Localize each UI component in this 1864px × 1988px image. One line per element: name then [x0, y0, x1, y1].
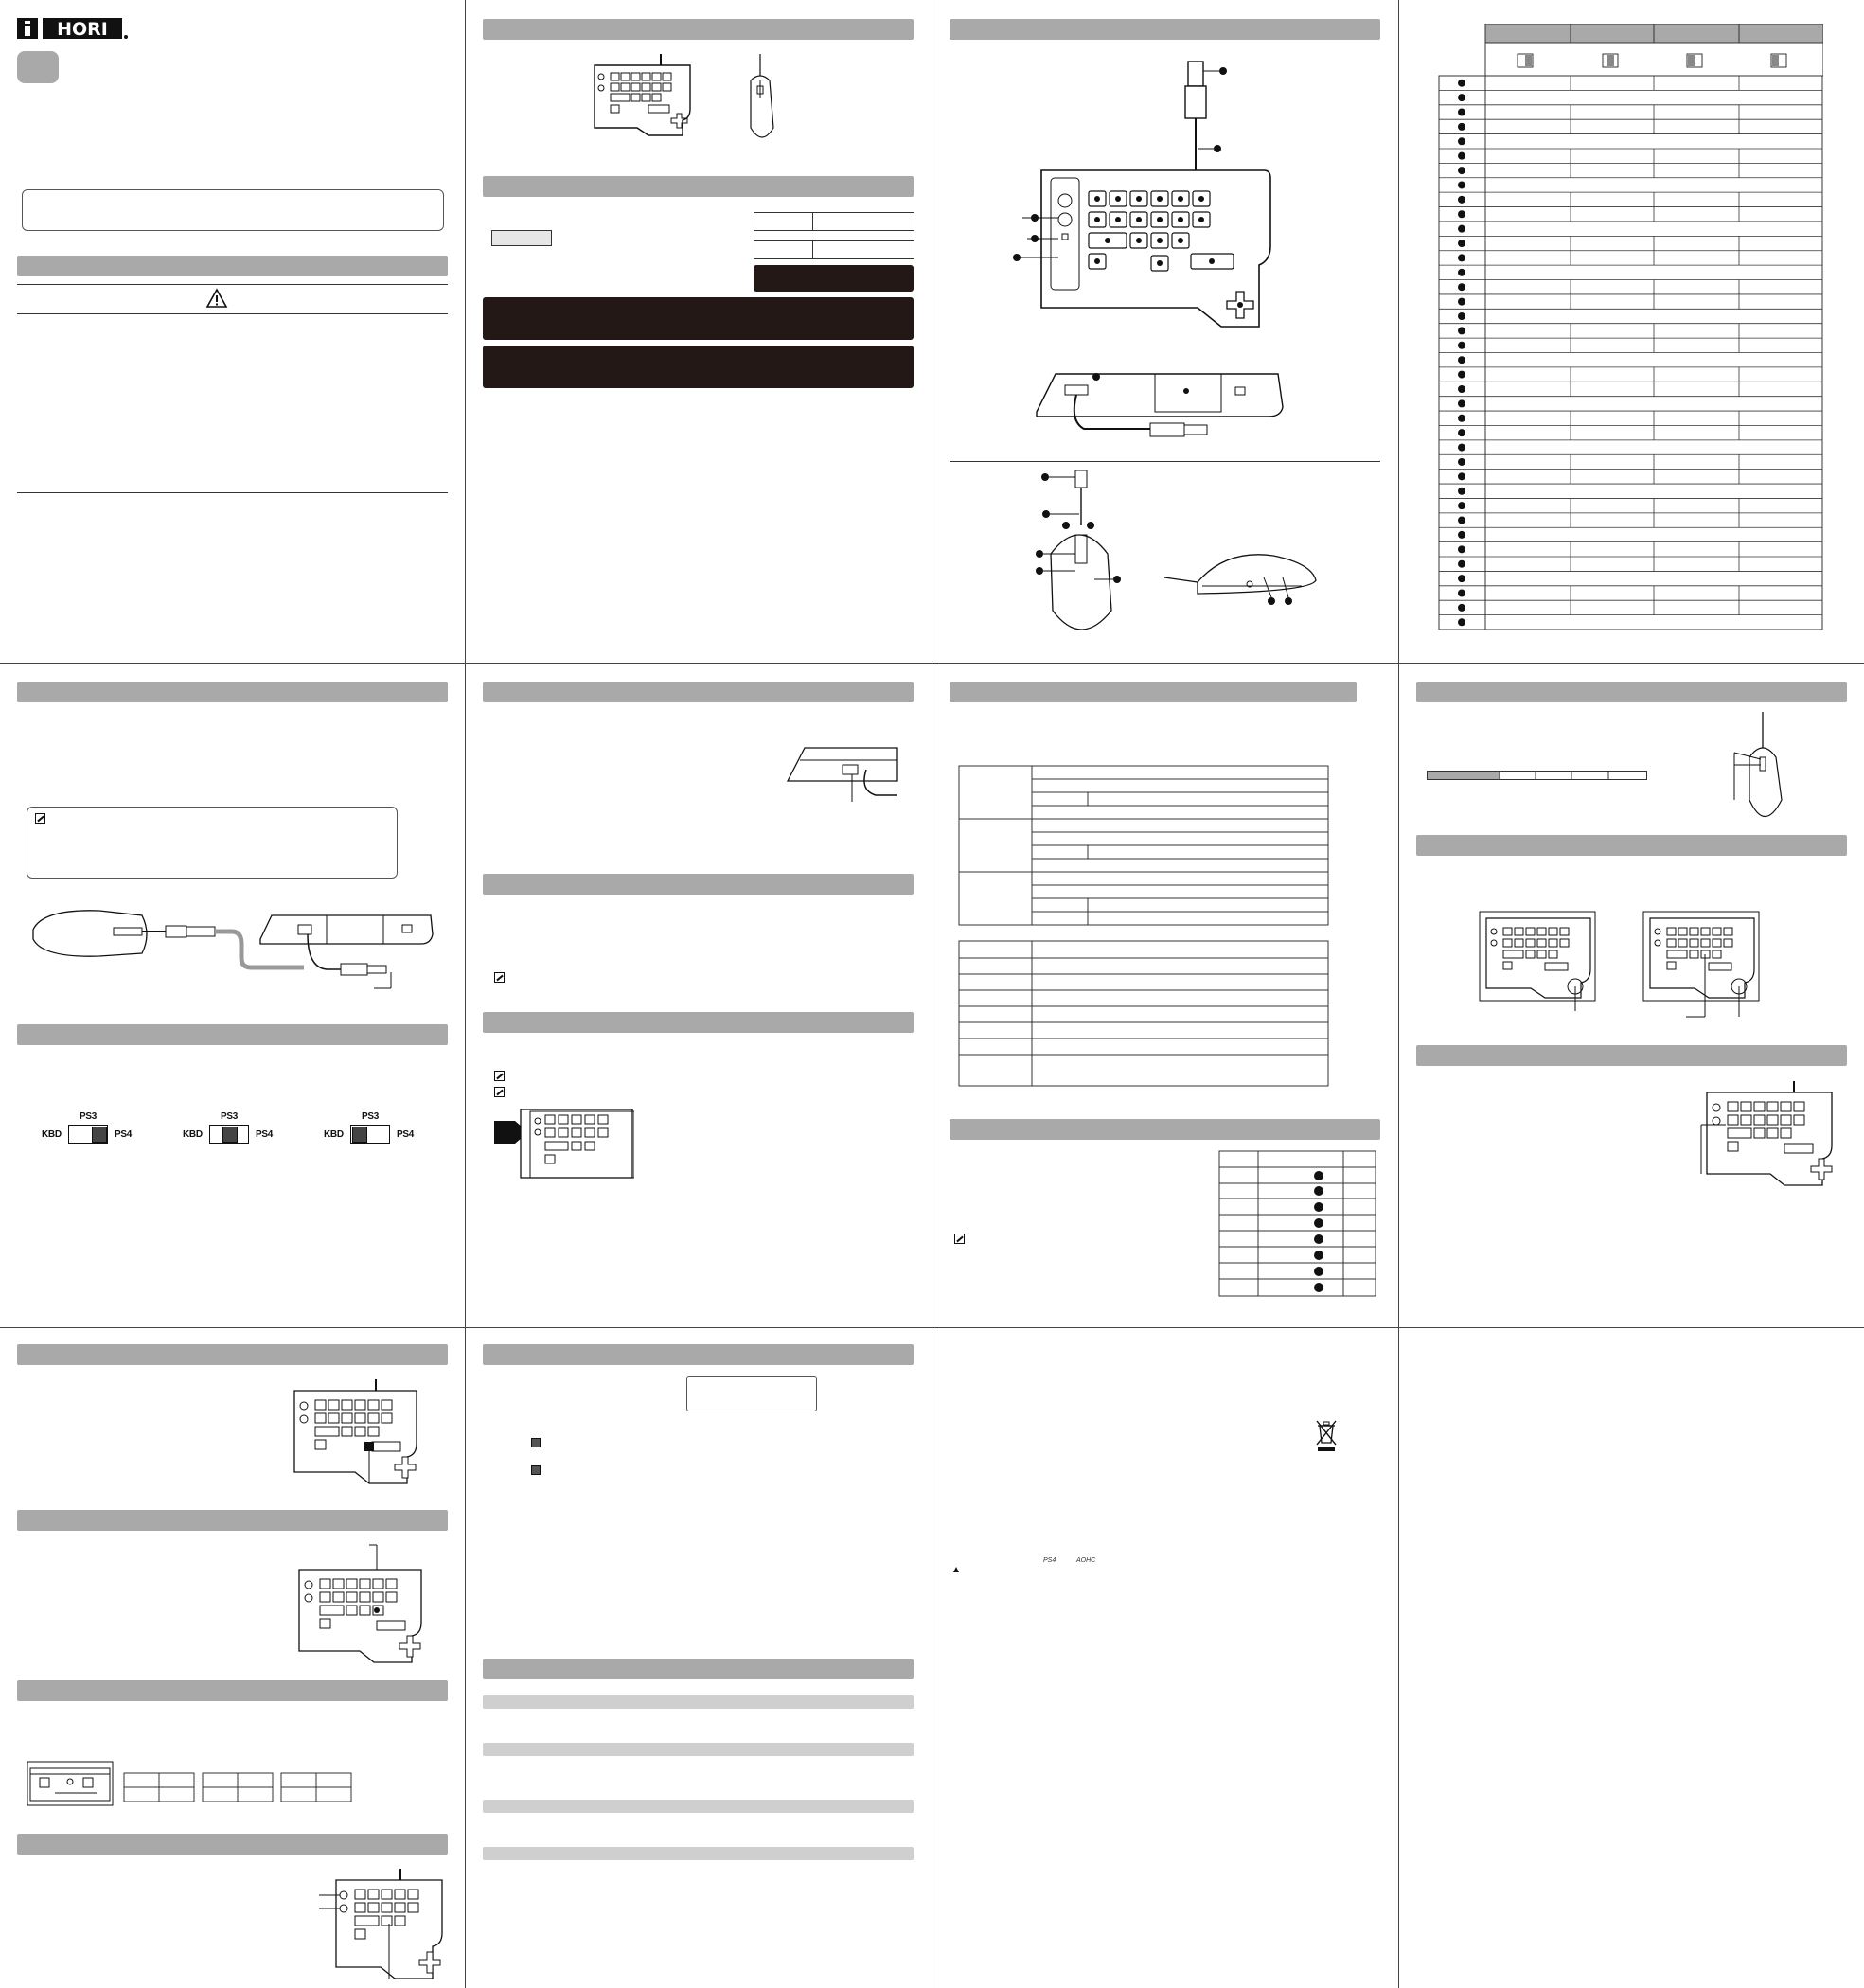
keypad-diagram-a — [1479, 911, 1597, 1013]
language-badge — [17, 51, 59, 83]
note-icon — [494, 1087, 505, 1097]
section-header — [17, 682, 448, 702]
mouse-top-diagram — [1032, 469, 1145, 639]
switch-label-ps3: PS3 — [221, 1111, 239, 1122]
section-header — [483, 1012, 914, 1033]
section-header — [950, 19, 1380, 40]
black-label — [754, 265, 914, 292]
panel-divider — [1398, 0, 1399, 1988]
spec-row — [754, 212, 914, 231]
section-header — [483, 19, 914, 40]
subsection-bar — [483, 1743, 914, 1756]
switch-label-kbd: KBD — [183, 1129, 203, 1140]
cell-divider — [812, 212, 813, 231]
section-header — [17, 1344, 448, 1365]
switch-label-ps4: PS4 — [256, 1129, 274, 1140]
keypad-diagram-d — [289, 1377, 421, 1486]
mouse-illustration — [743, 52, 781, 142]
switch-label-kbd: KBD — [42, 1129, 62, 1140]
section-header — [950, 1119, 1380, 1140]
led-table — [1218, 1150, 1376, 1297]
mouse-side-diagram — [1160, 544, 1321, 611]
weee-bin-icon — [1314, 1418, 1339, 1452]
section-header — [17, 1024, 448, 1045]
section-header — [483, 1659, 914, 1679]
section-header — [1416, 682, 1847, 702]
switch-label-ps3: PS3 — [362, 1111, 380, 1122]
section-header — [483, 1344, 914, 1365]
section-header — [17, 1510, 448, 1531]
mode-switch-ps4 — [324, 1111, 428, 1149]
mouse-dpi-diagram — [1732, 710, 1789, 824]
note-icon — [494, 972, 505, 983]
connection-diagram — [24, 901, 440, 991]
mode-table — [123, 1772, 354, 1802]
button-assignment-table — [1438, 24, 1823, 630]
note-box — [27, 807, 398, 879]
title-box — [686, 1376, 817, 1411]
rear-port-diagram — [786, 743, 899, 805]
keypad-diagram-f — [317, 1867, 445, 1982]
spec-table-2 — [958, 940, 1329, 1087]
hori-logo — [17, 17, 129, 42]
switch-label-ps3: PS3 — [80, 1111, 98, 1122]
switch-track — [68, 1125, 108, 1144]
rule — [950, 461, 1380, 462]
note-icon — [531, 1438, 541, 1447]
rule — [17, 492, 448, 493]
footer-mark-aohc: AOHC — [1076, 1557, 1096, 1564]
notice-box — [22, 189, 444, 231]
label-box — [491, 230, 552, 246]
footer-mark-ps4: PS4 — [1043, 1557, 1056, 1564]
black-notice-banner — [483, 346, 914, 388]
mode-switch-kbd — [42, 1111, 146, 1149]
rule — [17, 284, 448, 285]
spec-table-1 — [958, 765, 1329, 926]
keypad-diagram-e — [293, 1543, 426, 1666]
subsection-bar — [483, 1800, 914, 1813]
section-header — [1416, 835, 1847, 856]
triangle-mark-icon — [953, 1560, 959, 1566]
switch-label-kbd: KBD — [324, 1129, 344, 1140]
panel-divider — [0, 1327, 1864, 1328]
mode-switch-ps3 — [183, 1111, 287, 1149]
switch-label-ps4: PS4 — [397, 1129, 415, 1140]
section-header — [17, 1680, 448, 1701]
switch-track — [209, 1125, 249, 1144]
section-header — [1416, 1045, 1847, 1066]
keypad-rear-diagram — [1027, 364, 1292, 445]
note-icon — [494, 1071, 505, 1081]
section-header — [483, 874, 914, 895]
subsection-bar — [483, 1695, 914, 1709]
note-icon — [954, 1234, 965, 1244]
section-header — [17, 1834, 448, 1855]
switch-label-ps4: PS4 — [115, 1129, 133, 1140]
rear-panel-diagram — [27, 1761, 114, 1806]
section-header — [17, 256, 448, 276]
section-header — [483, 682, 914, 702]
cell-divider — [812, 240, 813, 259]
keypad-parts-diagram — [1003, 57, 1287, 360]
keypad-diagram-b — [1642, 911, 1761, 1020]
note-icon — [35, 813, 45, 824]
section-header — [483, 176, 914, 197]
warning-icon — [205, 288, 228, 309]
keypad-illustration — [592, 52, 696, 142]
subsection-bar — [483, 1847, 914, 1860]
panel-divider — [465, 0, 466, 1988]
logo-text: HORI — [57, 19, 108, 40]
dpi-indicator-bar — [1427, 768, 1647, 777]
spec-row — [754, 240, 914, 259]
note-icon — [531, 1465, 541, 1475]
black-notice-banner — [483, 297, 914, 340]
keypad-switch-closeup — [492, 1108, 634, 1180]
section-header — [950, 682, 1357, 702]
panel-divider — [0, 663, 1864, 664]
rule — [17, 313, 448, 314]
switch-track — [350, 1125, 390, 1144]
keypad-diagram-c — [1699, 1079, 1837, 1188]
